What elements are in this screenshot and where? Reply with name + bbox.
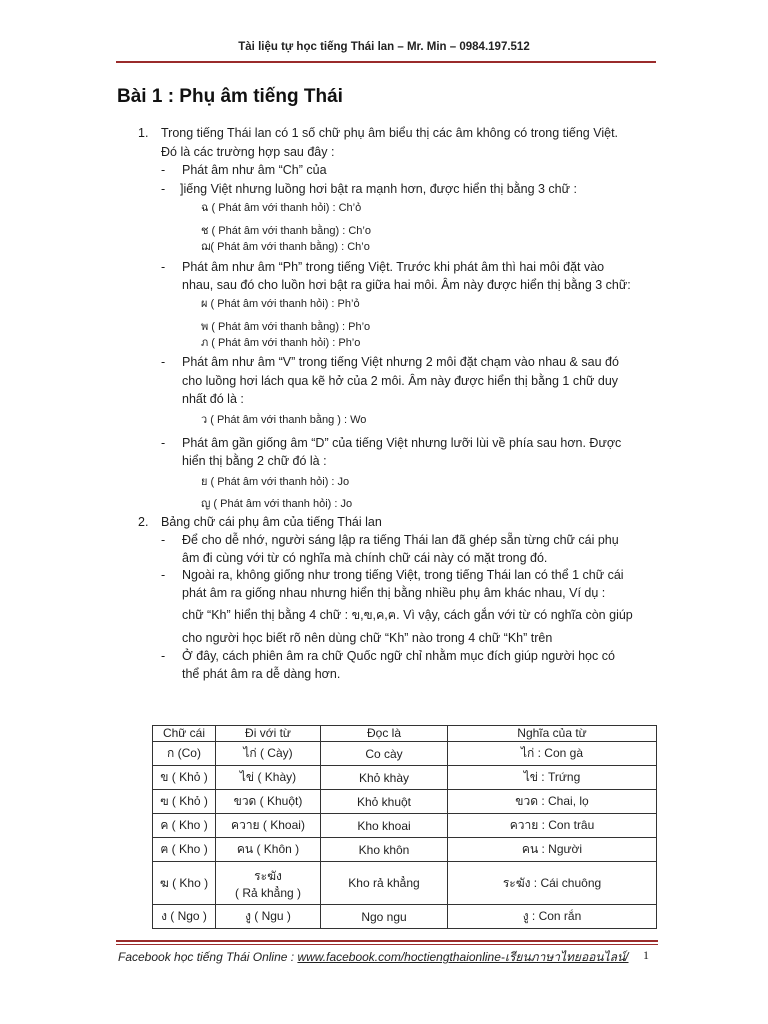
table-cell: งู : Con rắn	[448, 905, 657, 929]
table-cell: Khỏ khày	[321, 766, 448, 790]
table-cell: ขวด : Chai, lọ	[448, 790, 657, 814]
section-1-line: Trong tiếng Thái lan có 1 số chữ phụ âm biểu thị các âm không có trong tiếng Việt.	[161, 126, 619, 140]
table-cell	[216, 862, 321, 905]
table-cell: ขวด ( Khuột)	[216, 790, 321, 814]
table-cell: ไก่ ( Cày)	[216, 742, 321, 766]
table-cell: ควาย : Con trâu	[448, 814, 657, 838]
bullet-dash: -	[161, 182, 166, 196]
facebook-link[interactable]: www.facebook.com/hoctiengthaionline-เรียนภาษาไทยออนไลน์/	[297, 950, 629, 964]
d-item: ญ ( Phát âm với thanh hỏi) : Jo	[201, 498, 353, 510]
page-number: 1	[643, 948, 649, 962]
d-item: ย ( Phát âm với thanh hỏi) : Jo	[201, 476, 350, 488]
d-line: Phát âm gần giống âm “D” của tiếng Việt nhưng lưỡi lùi về phía sau hơn. Được	[182, 436, 622, 450]
table-row	[153, 742, 657, 766]
table-cell-word-reading: ( Rả khẳng )	[234, 885, 302, 900]
table-cell: Kho khôn	[321, 838, 448, 862]
table-cell: ง ( Ngo )	[153, 905, 216, 929]
ch-item: ฌ( Phát âm với thanh bằng) : Ch’o	[201, 241, 370, 253]
table-cell: Kho khoai	[321, 814, 448, 838]
s2-line: Để cho dễ nhớ, người sáng lập ra tiếng Thái lan đã ghép sẵn từng chữ cái phụ	[182, 533, 619, 547]
s2-line: thể phát âm ra dễ dàng hơn.	[182, 667, 341, 681]
s2-line: âm đi cùng với từ có nghĩa mà chính chữ cái này có mặt trong đó.	[182, 551, 548, 565]
table-row	[153, 862, 657, 905]
table-cell: ฆ ( Kho )	[153, 862, 216, 905]
d-line: hiển thị bằng 2 chữ đó là :	[182, 454, 327, 468]
bullet-dash: -	[161, 533, 166, 547]
table-cell: Kho rả khẳng	[321, 862, 448, 905]
table-header: Đi với từ	[216, 726, 321, 742]
table-cell: ควาย ( Khoai)	[216, 814, 321, 838]
document-header: Tài liệu tự học tiếng Thái lan – Mr. Min – 0984.197.512	[238, 41, 530, 53]
v-item: ว ( Phát âm với thanh bằng ) : Wo	[201, 414, 367, 426]
footer	[118, 948, 629, 967]
section-2-title: Bảng chữ cái phụ âm của tiếng Thái lan	[161, 515, 382, 529]
bullet-dash: -	[161, 649, 166, 663]
table-row	[153, 905, 657, 929]
s2-line: cho người học biết rõ nên dùng chữ “Kh” nào trong 4 chữ “Kh” trên	[182, 631, 553, 645]
table-header: Chữ cái	[153, 726, 216, 742]
table-header-row	[153, 726, 657, 742]
ch-line: Phát âm như âm “Ch” của	[182, 163, 327, 177]
header-rule	[116, 61, 656, 63]
footer-rule	[116, 940, 658, 942]
consonant-table	[152, 725, 657, 929]
table-cell: ข ( Khỏ )	[153, 766, 216, 790]
table-cell: ฃ ( Khỏ )	[153, 790, 216, 814]
table-cell: ระฆัง : Cái chuông	[448, 862, 657, 905]
table-cell: งู ( Ngu )	[216, 905, 321, 929]
ch-item: ฉ ( Phát âm với thanh hỏi) : Ch’ỏ	[201, 202, 362, 214]
table-cell: ก (Co)	[153, 742, 216, 766]
table-header: Đọc là	[321, 726, 448, 742]
s2-line: Ở đây, cách phiên âm ra chữ Quốc ngữ chỉ nhằm mục đích giúp người học có	[182, 649, 615, 663]
table-row	[153, 838, 657, 862]
table-cell: ฅ ( Kho )	[153, 838, 216, 862]
table-row	[153, 766, 657, 790]
table-cell: ไข่ : Trứng	[448, 766, 657, 790]
footer-rule	[116, 944, 658, 945]
section-1-line: Đó là các trường hợp sau đây :	[161, 145, 335, 159]
ph-item: ผ ( Phát âm với thanh hỏi) : Ph’ỏ	[201, 298, 360, 310]
ch-line: ]iếng Việt nhưng luồng hơi bật ra mạnh hơn, được hiển thị bằng 3 chữ :	[180, 182, 577, 196]
footer-label: Facebook học tiếng Thái Online :	[118, 950, 298, 964]
table-cell: Co cày	[321, 742, 448, 766]
bullet-dash: -	[161, 260, 166, 274]
ch-item: ช ( Phát âm với thanh bằng) : Ch’o	[201, 225, 371, 237]
lesson-title: Bài 1 : Phụ âm tiếng Thái	[117, 86, 343, 107]
s2-line: Ngoài ra, không giống như trong tiếng Việt, trong tiếng Thái lan có thể 1 chữ cái	[182, 568, 624, 582]
table-cell: คน : Người	[448, 838, 657, 862]
v-line: nhất đó là :	[182, 392, 244, 406]
bullet-dash: -	[161, 163, 166, 177]
bullet-dash: -	[161, 355, 166, 369]
table-cell: ไก่ : Con gà	[448, 742, 657, 766]
table-cell-word: ระฆัง	[254, 868, 282, 883]
s2-line: chữ “Kh” hiển thị bằng 4 chữ : ข,ฃ,ค,ฅ. Vì vậy, cách gắn với từ có nghĩa còn giúp	[182, 608, 633, 622]
bullet-dash: -	[161, 436, 166, 450]
table-cell: ค ( Kho )	[153, 814, 216, 838]
ph-item: ภ ( Phát âm với thanh hỏi) : Ph’o	[201, 337, 361, 349]
v-line: cho luồng hơi lách qua kẽ hở của 2 môi. Âm này được hiển thị bằng 1 chữ duy	[182, 374, 619, 388]
s2-line: phát âm ra giống nhau nhưng hiển thị bằng nhiều phụ âm khác nhau, Ví dụ :	[182, 586, 606, 600]
section-2-number: 2.	[138, 515, 149, 529]
ph-line: nhau, sau đó cho luồn hơi bật ra giữa hai môi. Âm này được hiển thị bằng 3 chữ:	[182, 278, 631, 292]
ph-item: พ ( Phát âm với thanh bằng) : Ph’o	[201, 321, 371, 333]
table-cell: Ngo ngu	[321, 905, 448, 929]
table-row	[153, 790, 657, 814]
ph-line: Phát âm như âm “Ph” trong tiếng Việt. Trước khi phát âm thì hai môi đặt vào	[182, 260, 605, 274]
v-line: Phát âm như âm “V” trong tiếng Việt nhưng 2 môi đặt chạm vào nhau & sau đó	[182, 355, 619, 369]
table-cell: คน ( Khôn )	[216, 838, 321, 862]
table-cell: ไข่ ( Khày)	[216, 766, 321, 790]
bullet-dash: -	[161, 568, 166, 582]
table-cell: Khỏ khuột	[321, 790, 448, 814]
section-1-number: 1.	[138, 126, 149, 140]
table-row	[153, 814, 657, 838]
table-header: Nghĩa của từ	[448, 726, 657, 742]
